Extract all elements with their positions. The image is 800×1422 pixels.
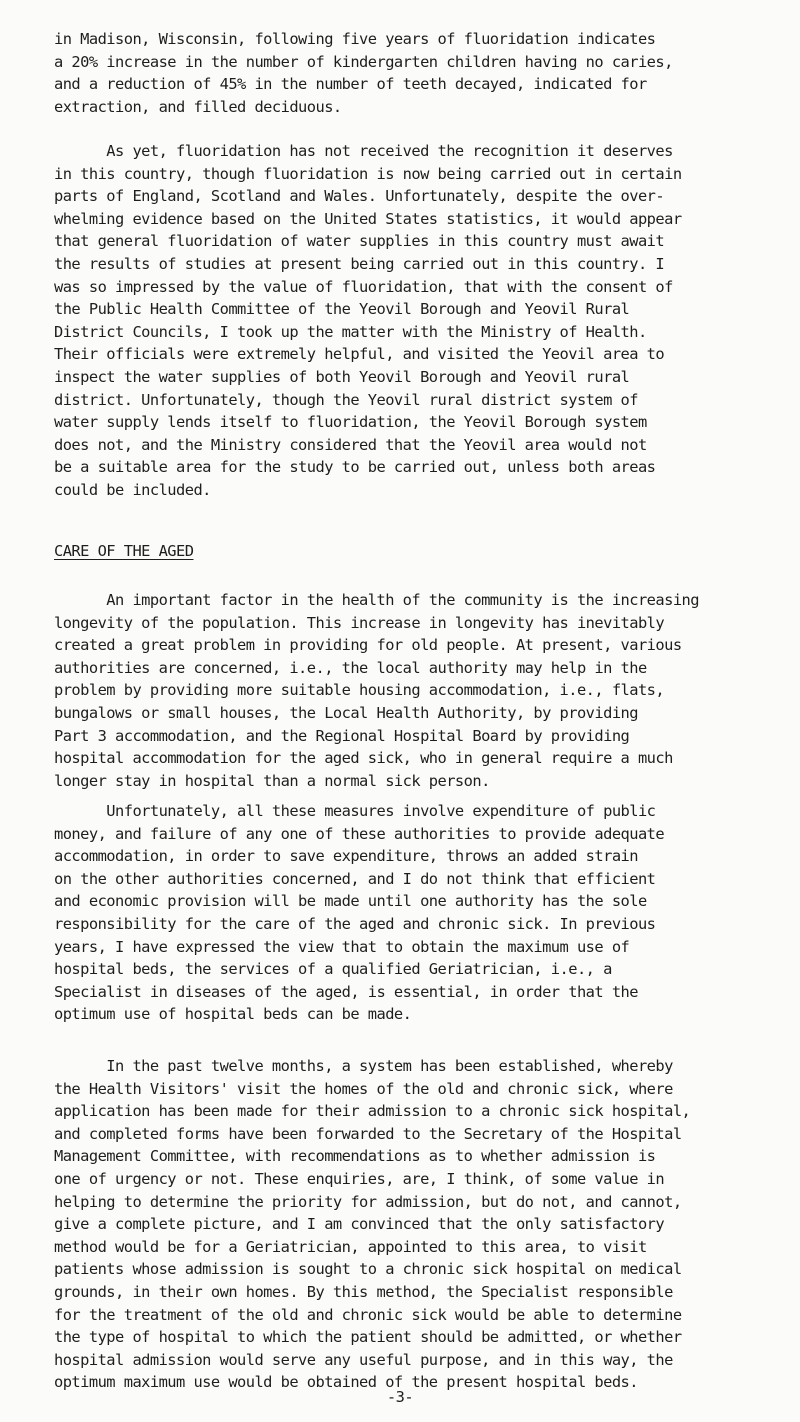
paragraph-fluoridation-madison: in Madison, Wisconsin, following five years of fluoridation indicates a 20% increase in the number of kindergarten children having no caries, and a reduction of 45% in the number of teeth decayed, indicated for extraction, and filled deciduous. bbox=[54, 30, 673, 116]
page-number: -3- bbox=[386, 1388, 414, 1406]
paragraph-health-visitors: In the past twelve months, a system has been established, whereby the Health Visitors' visit the homes of the old and chronic sick, where application has been made for their admission to a chronic sick hospital, and completed forms have been forwarded to the Secretary of the Hospital Management Committee, with recommendations as to whether admission is one of urgency or not. These enquiries, are, I think, of some value in helping to determine the priority for admission, but do not, and cannot, give a complete picture, and I am convinced that the only satisfactory method would be for a Geriatrician, appointed to this area, to visit patients whose admission is sought to a chronic sick hospital on medical grounds, in their own homes. By this method, the Specialist responsible for the treatment of the old and chronic sick would be able to determine the type of hospital to which the patient should be admitted, or whether hospital admission would serve any useful purpose, and in this way, the optimum maximum use would be obtained of the present hospital beds. bbox=[54, 1057, 691, 1392]
paragraph-expenditure: Unfortunately, all these measures involve expenditure of public money, and failure of any one of these authorities to provide adequate accommodation, in order to save expenditure, throws an added strain on the other authorities concerned, and I do not think that efficient and economic provision will be made until one authority has the sole responsibility for the care of the aged and chronic sick. In previous years, I have expressed the view that to obtain the maximum use of hospital beds, the services of a qualified Geriatrician, i.e., a Specialist in diseases of the aged, is essential, in order that the optimum use of hospital beds can be made. bbox=[54, 802, 665, 1024]
section-heading: CARE OF THE AGED bbox=[54, 542, 194, 560]
paragraph-fluoridation-recognition: As yet, fluoridation has not received the recognition it deserves in this country, though fluoridation is now being carried out in certain parts of England, Scotland and Wales. Unfortunately, despite the over- whelming evidence based on the United States statistics, it would appear that general fluoridation of water supplies in this country must await the results of studies at present being carried out in this country. I was so impressed by the value of fluoridation, that with the consent of the Public Health Committee of the Yeovil Borough and Yeovil Rural District Councils, I took up the matter with the Ministry of Health. Their officials were extremely helpful, and visited the Yeovil area to inspect the water supplies of both Yeovil Borough and Yeovil rural district. Unfortunately, though the Yeovil rural district system of water supply lends itself to fluoridation, the Yeovil Borough system does not, and the Ministry considered that the Yeovil area would not be a suitable area for the study to be carried out, unless both areas could be included. bbox=[54, 142, 682, 499]
paragraph-longevity: An important factor in the health of the community is the increasing longevity of the population. This increase in longevity has inevitably created a great problem in providing for old people. At present, various authorities are concerned, i.e., the local authority may help in the problem by providing more suitable housing accommodation, i.e., flats, bungalows or small houses, the Local Health Authority, by providing Part 3 accommodation, and the Regional Hospital Board by providing hospital accommodation for the aged sick, who in general require a much longer stay in hospital than a normal sick person. bbox=[54, 591, 699, 790]
